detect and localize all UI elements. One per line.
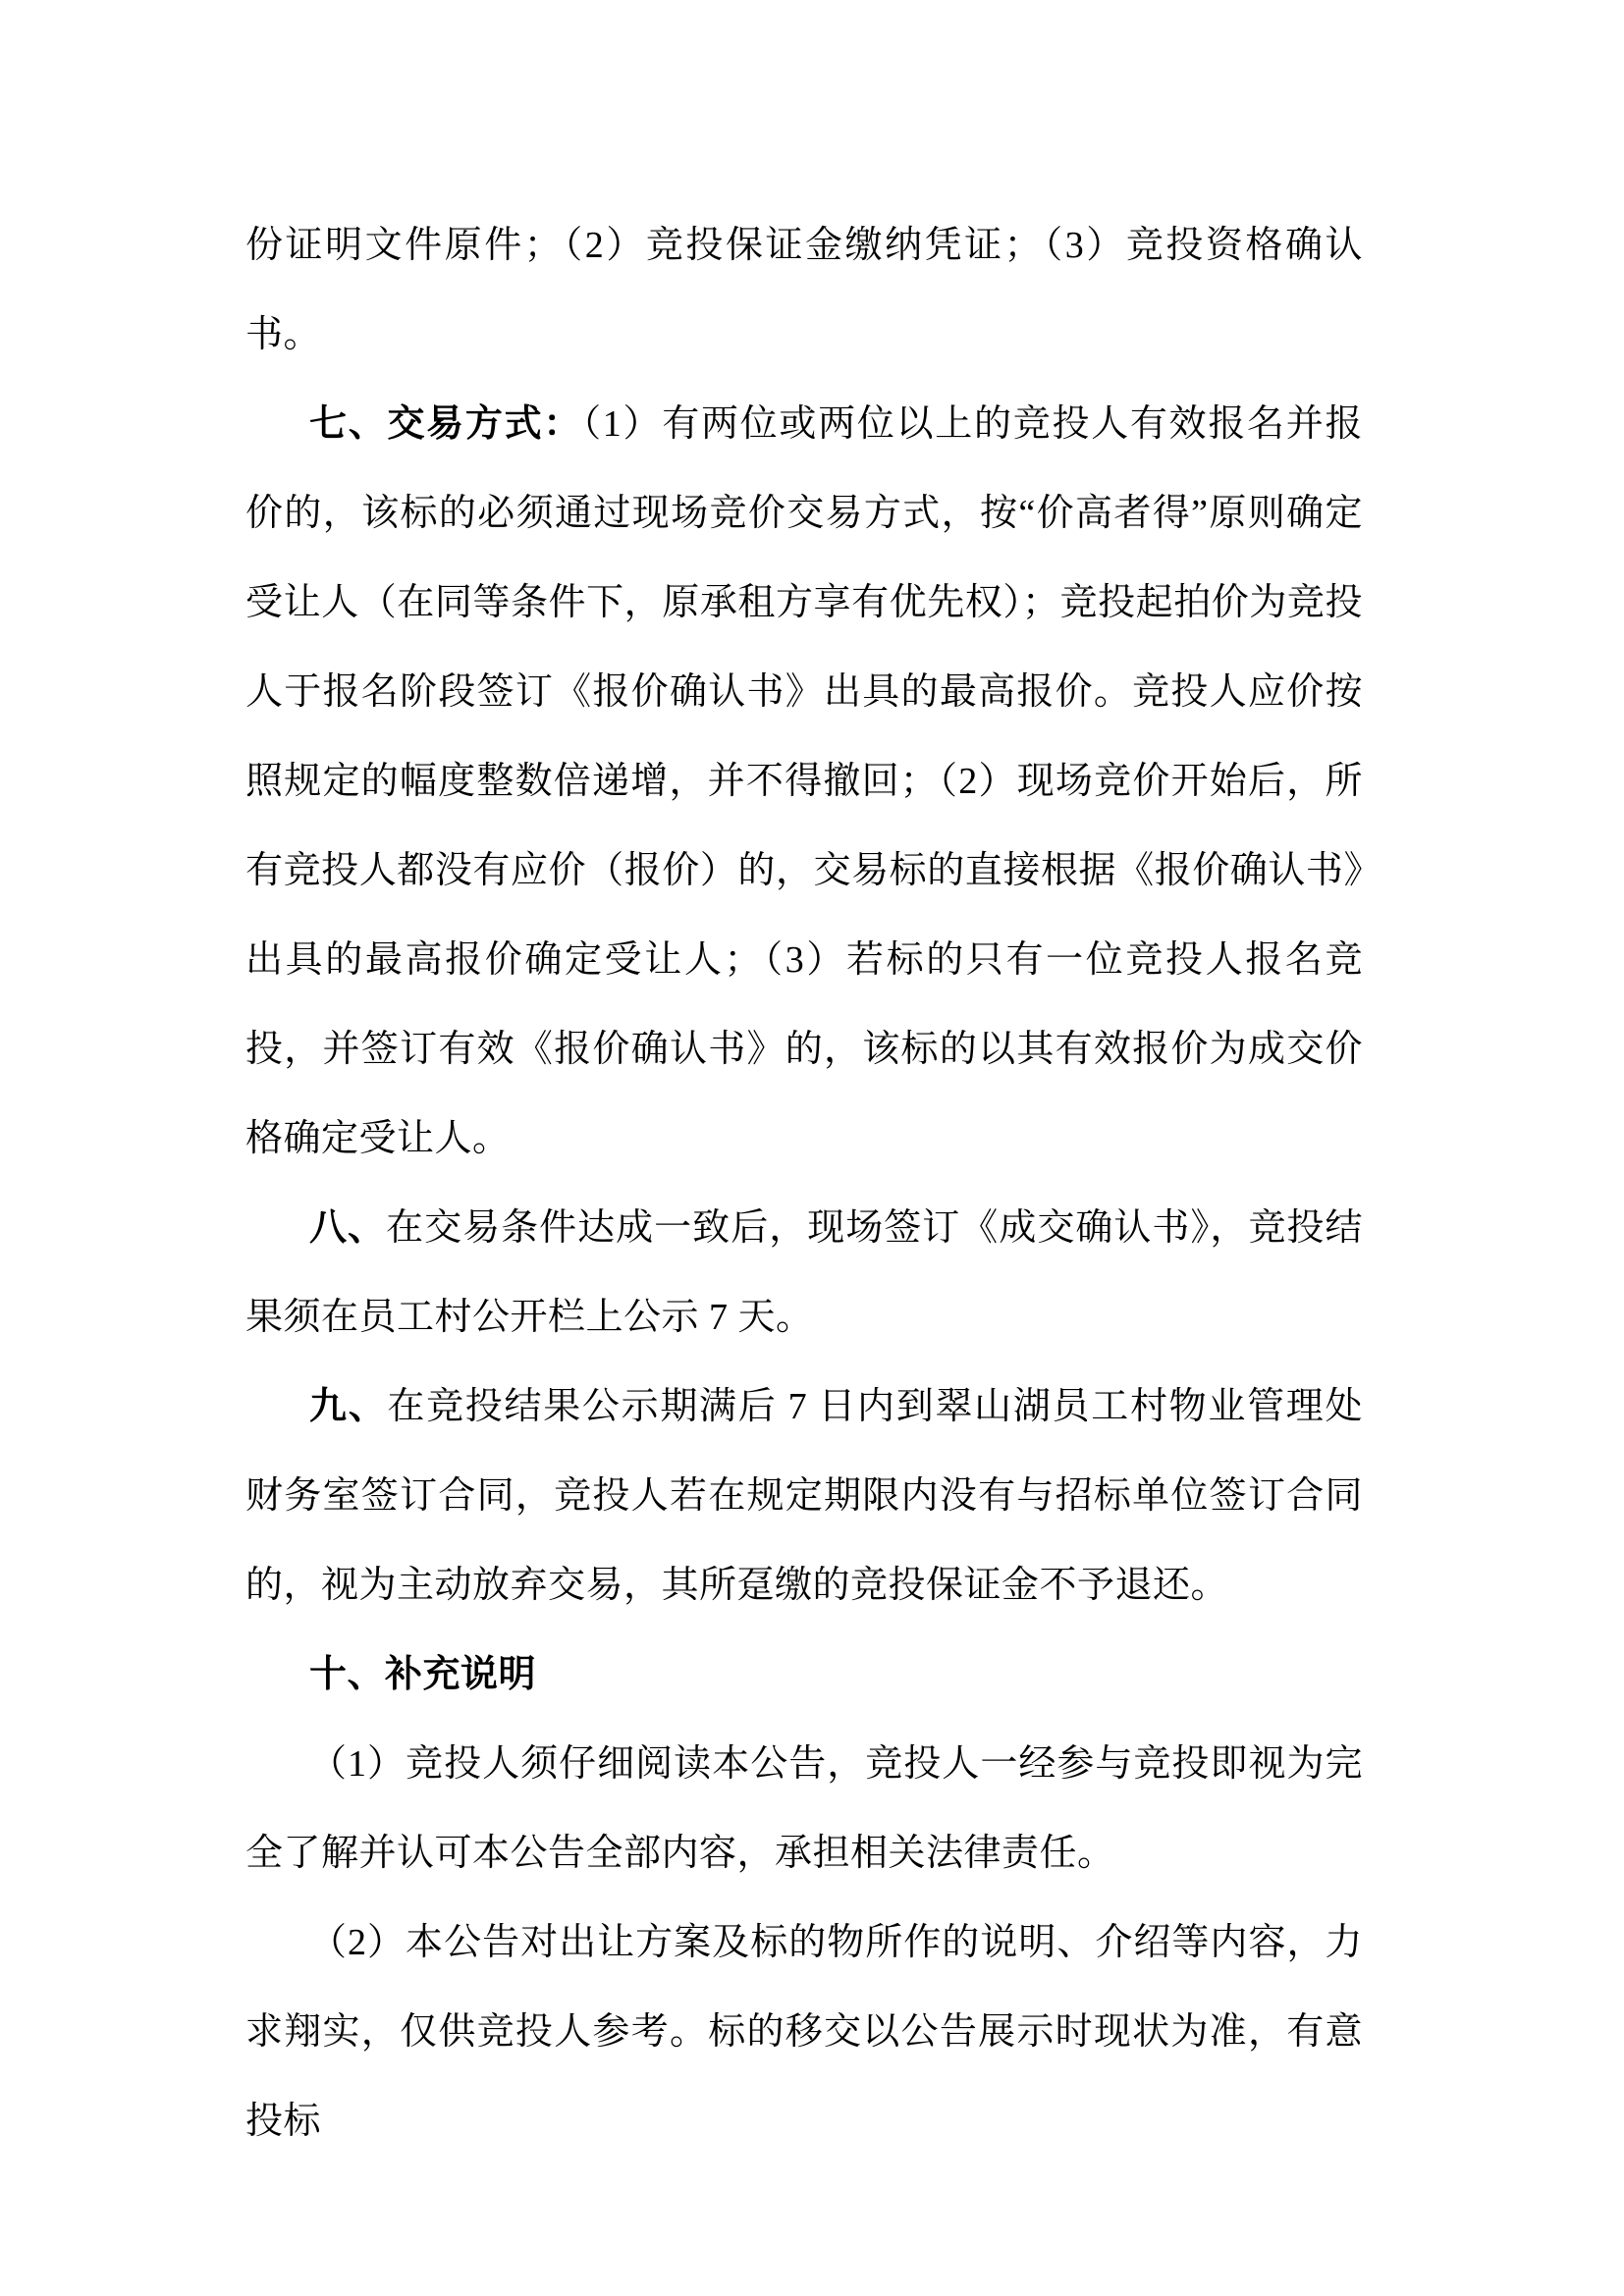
text-run: （2）本公告对出让方案及标的物所作的说明、介绍等内容，力求翔实，仅供竞投人参考。标的移交以公告展示时现状为准，有意投标 [245,1922,1363,2142]
text-run-bold: 八、 [309,1207,387,1249]
paragraph-section-8-deal-confirmation [245,1184,1363,1362]
text-run-bold: 十、补充说明 [309,1654,537,1695]
text-run-bold: 七、交易方式： [309,403,583,445]
text-run: （1）竞投人须仔细阅读本公告，竞投人一经参与竞投即视为完全了解并认可本公告全部内容，承担相关法律责任。 [245,1743,1363,1874]
text-run-bold: 九、 [309,1386,388,1427]
text-run: 在交易条件达成一致后，现场签订《成交确认书》，竞投结果须在员工村公开栏上公示 7 天。 [245,1207,1363,1338]
text-run: 在竞投结果公示期满后 7 日内到翠山湖员工村物业管理处财务室签订合同，竞投人若在规定期限内没有与招标单位签订合同的，视为主动放弃交易，其所趸缴的竞投保证金不予退还。 [245,1386,1363,1606]
paragraph-note-2 [245,1898,1363,2166]
text-run: （1）有两位或两位以上的竞投人有效报名并报价的，该标的必须通过现场竞价交易方式，按“价高者得”原则确定受让人（在同等条件下，原承租方享有优先权）；竞投起拍价为竞投人于报名阶段签订《报价确认书》出具的最高报价。竞投人应价按照规定的幅度整数倍递增，并不得撤回；（2）现场竞价开始后，所有竞投人都没有应价（报价）的，交易标的直接根据《报价确认书》出具的最高报价确定受让人；（3）若标的只有一位竞投人报名竞投，并签订有效《报价确认书》的，该标的以其有效报价为成交价格确定受让人。 [245,403,1363,1159]
paragraph-section-10-supplementary-notes-heading [245,1630,1363,1720]
paragraph-section-7-trade-method [245,380,1363,1184]
paragraph-note-1 [245,1720,1363,1898]
text-run: 份证明文件原件；（2）竞投保证金缴纳凭证；（3）竞投资格确认书。 [245,225,1363,355]
paragraph-section-9-contract-signing [245,1362,1363,1630]
document-body [245,201,1363,2166]
paragraph-continuation-from-previous-page [245,201,1363,380]
